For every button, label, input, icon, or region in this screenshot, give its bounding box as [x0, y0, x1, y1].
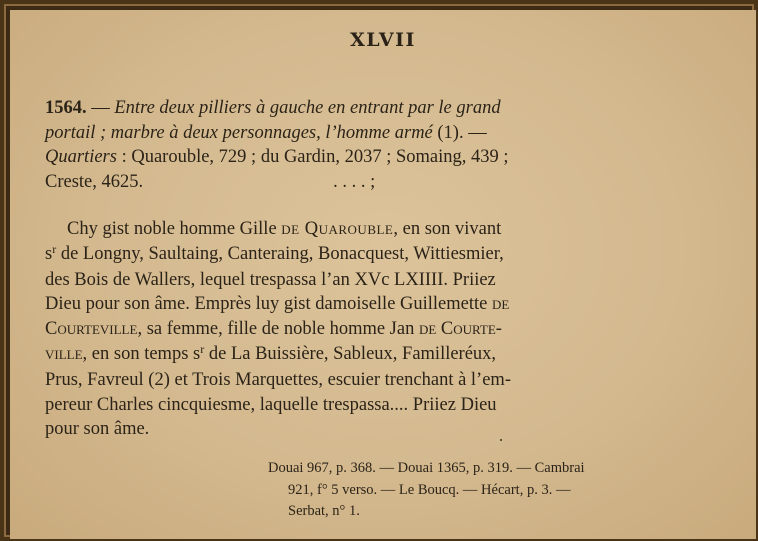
entry-line-2	[45, 121, 735, 146]
inscription-text-6d: de La Buissière, Sableux, Familleréux,	[204, 343, 497, 364]
inscription-text-5b: , sa femme, fille de noble homme Jan	[137, 319, 419, 340]
inscription-text-1c: , en son vivant	[393, 219, 502, 239]
entry-line-4	[45, 170, 735, 195]
entry-dash: —	[86, 98, 115, 118]
quartiers-dots: . . . . ;	[333, 171, 376, 192]
entry-line-3	[45, 145, 735, 170]
inscription-text-2a: s	[45, 243, 53, 264]
inscription-text-6b: , en son temps s	[82, 343, 201, 364]
print-speck	[500, 439, 502, 441]
inscription-text	[45, 217, 735, 442]
inscription-line-7: Prus, Favreul (2) et Trois Marquettes, escuier trenchant à l’em-	[45, 369, 511, 390]
quartiers-list-1: : Quarouble, 729 ; du Gardin, 2037 ; Somaing, 439 ;	[116, 147, 509, 167]
inscription-line-1	[45, 217, 735, 242]
references	[268, 458, 738, 523]
name-small-caps: de Quarouble	[281, 219, 394, 239]
name-small-caps: Courteville	[45, 319, 138, 340]
inscription-line-3: des Bois de Wallers, lequel trespassa l’an XVc LXIIII. Priiez	[45, 269, 496, 290]
name-small-caps: ville	[45, 343, 83, 364]
reference-line-1: Douai 967, p. 368. — Douai 1365, p. 319. — Cambrai	[268, 460, 585, 476]
quartiers-list-2: Creste, 4625.	[45, 171, 144, 192]
inscription-line-5	[45, 317, 735, 342]
entry-location-1: Entre deux pilliers à gauche en entrant par le grand	[114, 98, 501, 118]
superscript: r	[52, 241, 57, 256]
name-small-caps: de	[492, 294, 510, 315]
page-title: XLVII	[350, 29, 416, 51]
inscription-line-2	[45, 242, 735, 268]
reference-line-2: 921, f° 5 verso. — Le Boucq. — Hécart, p. 3. —	[288, 481, 571, 498]
inscription-text-1a: Chy gist noble homme Gille	[67, 219, 282, 239]
entry-location-2: portail ; marbre à deux personnages, l’homme armé	[45, 122, 433, 143]
inscription-line-4	[45, 292, 735, 317]
entry-number: 1564.	[45, 98, 87, 118]
document-page	[10, 10, 756, 539]
entry-note-ref: (1). —	[432, 122, 487, 143]
entry-header	[45, 96, 735, 194]
superscript: r	[200, 341, 205, 356]
inscription-text-2c: de Longny, Saultaing, Canteraing, Bonacquest, Wittiesmier,	[56, 243, 504, 264]
name-small-caps: de Courte-	[418, 319, 502, 340]
inscription-line-6	[45, 342, 735, 368]
inscription-line-8: pereur Charles cincquiesme, laquelle trespassa.... Priiez Dieu	[45, 394, 497, 415]
reference-line-3: Serbat, n° 1.	[288, 503, 360, 519]
quartiers-label: Quartiers	[45, 147, 117, 167]
inscription-line-9: pour son âme.	[45, 419, 150, 440]
entry-line-1	[45, 96, 735, 121]
inscription-text-4a: Dieu pour son âme. Emprès luy gist damoiselle Guillemette	[45, 294, 492, 315]
